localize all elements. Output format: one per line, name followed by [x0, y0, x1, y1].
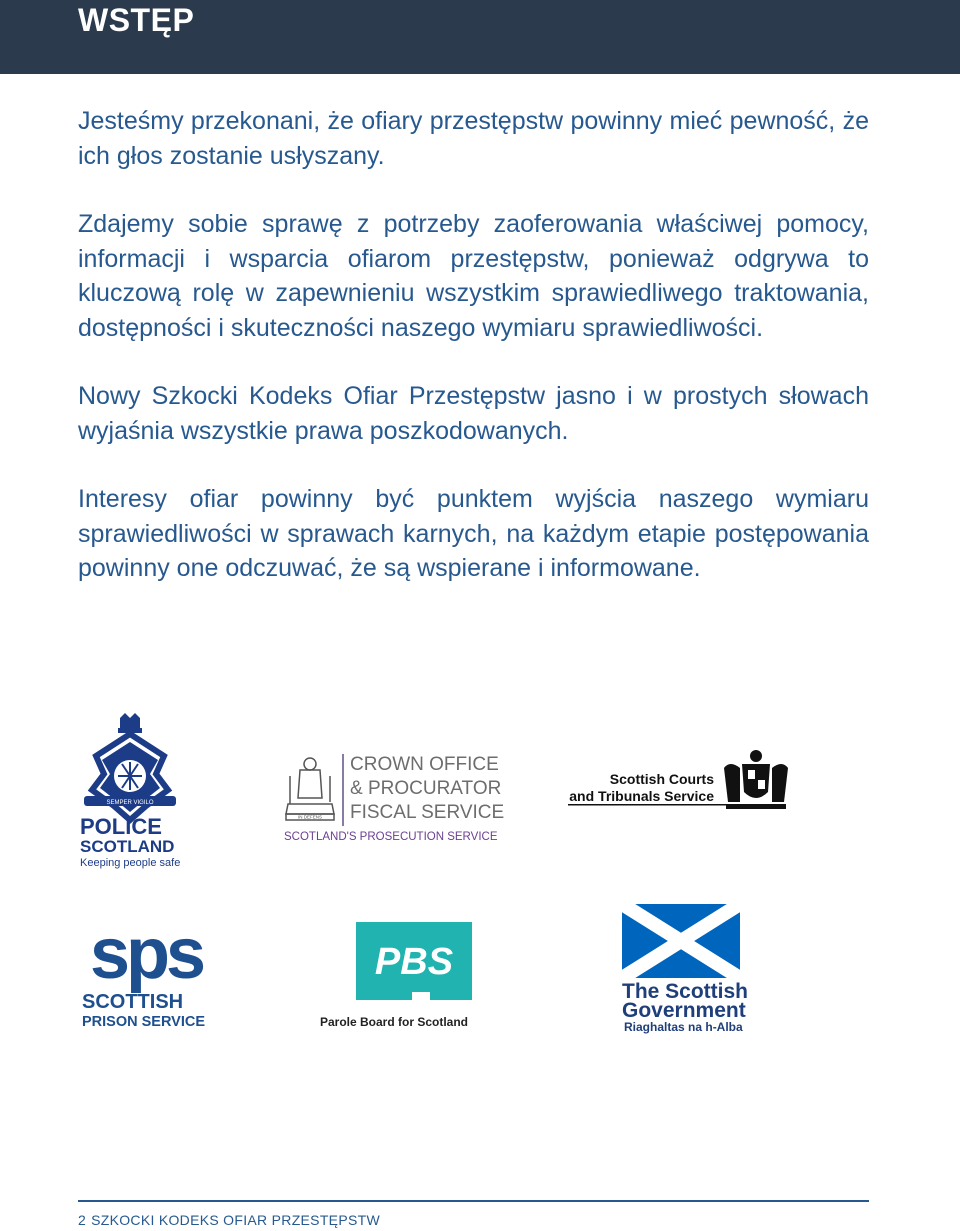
- page-footer: [78, 1212, 385, 1228]
- courts-rule: [568, 804, 728, 806]
- gov-line2: Government: [622, 999, 746, 1022]
- intro-text: [78, 104, 869, 620]
- pbs-caption: Parole Board for Scotland: [319, 1015, 469, 1029]
- police-line1: POLICE: [80, 814, 162, 839]
- page-header: [0, 0, 960, 74]
- crown-office-logo: [282, 752, 518, 848]
- sps-line2: PRISON SERVICE: [82, 1014, 206, 1030]
- page-title: WSTĘP: [78, 2, 195, 38]
- footer-title: SZKOCKI KODEKS OFIAR PRZESTĘPSTW: [91, 1212, 380, 1228]
- crown-line3: FISCAL SERVICE: [350, 802, 505, 823]
- gov-line1: The Scottish: [622, 980, 749, 1003]
- gov-line3: Riaghaltas na h-Alba: [624, 1020, 743, 1034]
- crown-motto: IN DEFENS: [297, 814, 323, 820]
- saltire-flag-icon: [622, 904, 740, 978]
- paragraph-3: Nowy Szkocki Kodeks Ofiar Przestępstw jasno i w prostych słowach wyjaśnia wszystkie prawa poszkodowanych.: [78, 382, 869, 445]
- paragraph-2: Zdajemy sobie sprawę z potrzeby zaoferowania właściwej pomocy, informacji i wsparcia ofiarom przestępstw, ponieważ odgrywa to kluczową rolę w zapewnieniu wszystkim sprawiedliwego traktowania, dostępności i skuteczności naszego wymiaru sprawiedliwości.: [78, 210, 869, 342]
- courts-line2: and Tribunals Service: [569, 788, 714, 804]
- crown-line1: CROWN OFFICE: [350, 754, 499, 775]
- unicorn-crest-icon: [286, 758, 334, 820]
- courts-line1: Scottish Courts: [609, 771, 714, 787]
- footer-divider: [78, 1200, 869, 1202]
- paragraph-1: Jesteśmy przekonani, że ofiary przestępstw powinny mieć pewność, że ich głos zostanie usłyszany.: [78, 107, 869, 170]
- crown-subtitle: SCOTLAND'S PROSECUTION SERVICE: [284, 831, 498, 843]
- paragraph-4: Interesy ofiar powinny być punktem wyjścia naszego wymiaru sprawiedliwości w sprawach karnych, na każdym etapie postępowania powinny one odczuwać, że są wspierane i informowane.: [78, 485, 869, 582]
- scottish-courts-logo: [566, 746, 802, 816]
- scottish-prison-service-logo: [80, 920, 220, 1032]
- scottish-government-logo: [620, 902, 750, 1036]
- police-line2: SCOTLAND: [80, 837, 175, 856]
- sps-line1: SCOTTISH: [82, 991, 184, 1013]
- parole-board-logo: [312, 918, 480, 1034]
- crown-divider: [342, 754, 344, 826]
- pbs-mark: PBS: [374, 941, 454, 983]
- crown-line2: & PROCURATOR: [350, 778, 502, 799]
- police-motto: SEMPER VIGILO: [106, 800, 154, 806]
- sps-mark-icon: sps: [89, 920, 203, 994]
- police-tagline: Keeping people safe: [80, 857, 181, 869]
- police-scotland-logo: [78, 712, 188, 870]
- royal-arms-icon: [724, 750, 788, 809]
- page-number: 2: [78, 1212, 87, 1228]
